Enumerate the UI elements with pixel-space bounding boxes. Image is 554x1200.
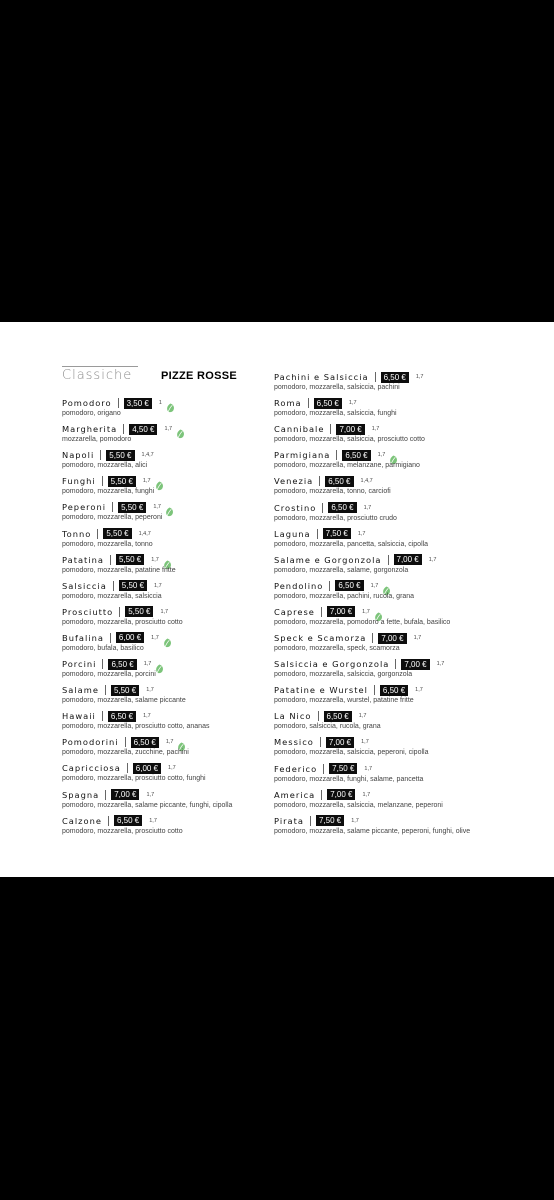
item-ingredients: pomodoro, mozzarella, salame piccante, funghi, cipolla bbox=[62, 801, 233, 809]
separator bbox=[125, 737, 126, 747]
item-ingredients: pomodoro, mozzarella, pancetta, salsiccia, cipolla bbox=[274, 540, 429, 548]
item-name: Pomodorini bbox=[62, 737, 119, 748]
allergen-codes: 1,7 bbox=[370, 582, 379, 589]
header-rule bbox=[62, 366, 138, 367]
page-title: PIZZE ROSSE bbox=[161, 370, 238, 382]
vegetarian-leaf-icon bbox=[163, 633, 172, 643]
item-name: Patatine e Wurstel bbox=[274, 685, 368, 696]
menu-item bbox=[62, 658, 164, 678]
menu-item bbox=[274, 580, 414, 600]
item-name: Salsiccia bbox=[62, 580, 107, 591]
item-ingredients: pomodoro, mozzarella, patatine fritte bbox=[62, 566, 176, 574]
separator bbox=[123, 424, 124, 434]
menu-item bbox=[62, 789, 232, 809]
item-ingredients: pomodoro, mozzarella, zucchine, pachini bbox=[62, 749, 189, 757]
item-ingredients: pomodoro, mozzarella, salame piccante bbox=[62, 697, 186, 705]
separator bbox=[97, 529, 98, 539]
separator bbox=[112, 502, 113, 512]
separator bbox=[110, 633, 111, 643]
price-tag: 5,50 € bbox=[111, 685, 139, 696]
menu-item bbox=[274, 554, 436, 574]
item-ingredients: pomodoro, mozzarella, pachini, rucola, grana bbox=[274, 592, 415, 600]
item-name: Crostino bbox=[274, 502, 317, 513]
item-name: Porcini bbox=[62, 659, 97, 669]
item-name: Laguna bbox=[274, 528, 311, 539]
item-ingredients: pomodoro, bufala, basilico bbox=[62, 644, 144, 652]
separator bbox=[388, 555, 389, 565]
allergen-codes: 1,7 bbox=[348, 400, 357, 407]
allergen-codes: 1,7 bbox=[153, 504, 161, 511]
separator bbox=[323, 764, 324, 774]
price-tag: 5,50 € bbox=[116, 554, 144, 565]
allergen-codes: 1,7 bbox=[371, 426, 380, 433]
separator bbox=[118, 398, 119, 408]
price-tag: 5,50 € bbox=[118, 502, 146, 513]
item-ingredients: pomodoro, mozzarella, funghi bbox=[62, 488, 155, 496]
allergen-codes: 1,7 bbox=[363, 504, 372, 511]
price-tag: 7,50 € bbox=[316, 815, 344, 826]
price-tag: 7,00 € bbox=[394, 554, 422, 565]
item-ingredients: pomodoro, mozzarella, funghi, salame, pancetta bbox=[274, 775, 424, 783]
vegetarian-leaf-icon bbox=[165, 502, 174, 512]
item-ingredients: pomodoro, mozzarella, salsiccia, melanzane, peperoni bbox=[274, 801, 443, 809]
price-tag: 7,00 € bbox=[401, 659, 429, 670]
allergen-codes: 1,7 bbox=[154, 582, 162, 589]
item-ingredients: pomodoro, mozzarella, salsiccia, prosciutto cotto bbox=[274, 436, 425, 444]
item-ingredients: pomodoro, mozzarella, salame, gorgonzola bbox=[274, 566, 409, 574]
price-tag: 7,00 € bbox=[111, 789, 139, 800]
item-name: America bbox=[274, 789, 316, 800]
allergen-codes: 1,7 bbox=[357, 530, 366, 537]
menu-item bbox=[62, 580, 162, 600]
menu-item bbox=[62, 815, 183, 835]
allergen-codes: 1,7 bbox=[143, 713, 151, 720]
vegetarian-leaf-icon bbox=[155, 476, 164, 486]
price-tag: 4,50 € bbox=[129, 424, 157, 435]
menu-item bbox=[62, 501, 174, 521]
item-name: Pendolino bbox=[274, 580, 324, 591]
price-tag: 7,00 € bbox=[327, 606, 355, 617]
vegetarian-leaf-icon bbox=[155, 659, 164, 669]
separator bbox=[321, 607, 322, 617]
vegetarian-leaf-icon bbox=[176, 424, 185, 434]
allergen-codes: 1,4,7 bbox=[138, 530, 151, 537]
separator bbox=[119, 607, 120, 617]
menu-item bbox=[274, 789, 443, 809]
price-tag: 7,50 € bbox=[323, 528, 351, 539]
menu-item bbox=[274, 528, 428, 548]
menu-item bbox=[274, 632, 421, 652]
allergen-codes: 1,7 bbox=[413, 635, 422, 641]
item-name: Prosciutto bbox=[62, 606, 114, 617]
item-name: Federico bbox=[274, 763, 318, 774]
separator bbox=[374, 685, 375, 695]
allergen-codes: 1,7 bbox=[165, 739, 174, 746]
item-ingredients: pomodoro, mozzarella, prosciutto cotto bbox=[62, 618, 183, 626]
menu-item bbox=[62, 475, 164, 495]
allergen-codes: 1,7 bbox=[143, 661, 152, 667]
allergen-codes: 1,7 bbox=[142, 478, 151, 485]
menu-page bbox=[0, 322, 554, 877]
separator bbox=[372, 633, 373, 643]
price-tag: 6,50 € bbox=[342, 450, 370, 461]
price-tag: 5,50 € bbox=[106, 450, 134, 461]
item-ingredients: pomodoro, mozzarella, tonno bbox=[62, 540, 153, 548]
item-name: Spagna bbox=[62, 789, 100, 800]
menu-item bbox=[274, 397, 397, 417]
vegetarian-leaf-icon bbox=[374, 607, 383, 617]
allergen-codes: 1,7 bbox=[146, 687, 154, 694]
separator bbox=[105, 790, 106, 800]
separator bbox=[110, 555, 111, 565]
item-name: Capricciosa bbox=[62, 763, 121, 774]
item-name: Calzone bbox=[62, 815, 102, 826]
item-name: Napoli bbox=[62, 450, 95, 461]
price-tag: 6,50 € bbox=[335, 580, 363, 591]
allergen-codes: 1,7 bbox=[146, 791, 155, 798]
separator bbox=[336, 450, 337, 460]
price-tag: 6,50 € bbox=[108, 659, 136, 670]
allergen-codes: 1,7 bbox=[377, 452, 386, 459]
separator bbox=[322, 503, 323, 513]
item-name: Margherita bbox=[62, 424, 118, 435]
price-tag: 5,50 € bbox=[125, 606, 153, 617]
allergen-codes: 1,7 bbox=[415, 687, 423, 694]
price-tag: 6,00 € bbox=[133, 763, 161, 774]
allergen-codes: 1,7 bbox=[436, 661, 445, 668]
price-tag: 7,00 € bbox=[336, 424, 364, 435]
item-name: Funghi bbox=[62, 476, 96, 487]
separator bbox=[319, 476, 320, 486]
section-label: Classiche bbox=[62, 368, 133, 383]
price-tag: 5,50 € bbox=[119, 580, 147, 591]
separator bbox=[318, 711, 319, 721]
price-tag: 5,50 € bbox=[103, 528, 131, 539]
item-name: La Nico bbox=[274, 711, 312, 722]
item-ingredients: pomodoro, origano bbox=[62, 410, 121, 417]
allergen-codes: 1,7 bbox=[362, 608, 370, 615]
separator bbox=[395, 659, 396, 669]
separator bbox=[102, 476, 103, 486]
item-name: Messico bbox=[274, 737, 314, 748]
allergen-codes: 1,7 bbox=[168, 765, 176, 772]
price-tag: 6,50 € bbox=[380, 685, 408, 696]
item-name: Venezia bbox=[274, 476, 314, 487]
separator bbox=[330, 424, 331, 434]
price-tag: 6,50 € bbox=[314, 398, 342, 409]
menu-item bbox=[62, 736, 189, 756]
menu-item bbox=[62, 423, 185, 443]
allergen-codes: 1,7 bbox=[364, 765, 373, 772]
menu-item bbox=[274, 815, 470, 835]
item-ingredients: pomodoro, mozzarella, tonno, carciofi bbox=[274, 488, 391, 496]
separator bbox=[102, 659, 103, 669]
item-ingredients: pomodoro, mozzarella, salsiccia, gorgonzola bbox=[274, 671, 413, 679]
item-ingredients: pomodoro, mozzarella, prosciutto cotto, funghi bbox=[62, 775, 206, 783]
separator bbox=[321, 790, 322, 800]
item-ingredients: pomodoro, mozzarella, salame piccante, peperoni, funghi, olive bbox=[274, 827, 471, 835]
separator bbox=[308, 398, 309, 408]
separator bbox=[105, 685, 106, 695]
menu-item bbox=[62, 684, 186, 704]
allergen-codes: 1,4,7 bbox=[141, 452, 154, 459]
item-ingredients: pomodoro, mozzarella, wurstel, patatine fritte bbox=[274, 697, 414, 705]
allergen-codes: 1,7 bbox=[149, 817, 157, 824]
item-name: Salame bbox=[62, 685, 99, 696]
allergen-codes: 1,7 bbox=[358, 713, 367, 720]
separator bbox=[113, 581, 114, 591]
item-ingredients: pomodoro, mozzarella, salsiccia, funghi bbox=[274, 410, 397, 418]
price-tag: 6,50 € bbox=[381, 372, 409, 383]
menu-item bbox=[274, 658, 444, 678]
item-name: Salsiccia e Gorgonzola bbox=[274, 659, 390, 670]
item-name: Tonno bbox=[62, 528, 92, 539]
vegetarian-leaf-icon bbox=[166, 398, 175, 408]
item-ingredients: pomodoro, mozzarella, pomodoro a fette, bufala, basilico bbox=[274, 618, 451, 626]
item-ingredients: pomodoro, mozzarella, salsiccia bbox=[62, 592, 162, 600]
menu-item bbox=[274, 371, 424, 391]
menu-item bbox=[62, 710, 209, 730]
price-tag: 6,50 € bbox=[324, 711, 352, 722]
vegetarian-leaf-icon bbox=[163, 555, 172, 565]
vegetarian-leaf-icon bbox=[389, 450, 398, 460]
price-tag: 5,50 € bbox=[108, 476, 136, 487]
separator bbox=[317, 529, 318, 539]
allergen-codes: 1,7 bbox=[160, 608, 169, 615]
item-ingredients: pomodoro, mozzarella, salsiccia, peperoni, cipolla bbox=[274, 749, 429, 757]
allergen-codes: 1,7 bbox=[351, 817, 359, 824]
item-name: Peperoni bbox=[62, 502, 107, 513]
item-name: Pomodoro bbox=[62, 398, 112, 408]
price-tag: 7,00 € bbox=[326, 737, 354, 748]
separator bbox=[102, 711, 103, 721]
separator bbox=[100, 450, 101, 460]
price-tag: 7,00 € bbox=[327, 789, 355, 800]
menu-item bbox=[274, 449, 420, 469]
item-name: Pachini e Salsiccia bbox=[274, 372, 369, 382]
allergen-codes: 1,7 bbox=[415, 374, 424, 380]
item-name: Roma bbox=[274, 398, 302, 409]
menu-item bbox=[274, 475, 391, 495]
item-name: Bufalina bbox=[62, 632, 104, 643]
menu-item bbox=[62, 528, 153, 548]
item-name: Parmigiana bbox=[274, 450, 331, 461]
allergen-codes: 1,7 bbox=[164, 426, 173, 433]
item-ingredients: pomodoro, mozzarella, peperoni bbox=[62, 514, 163, 522]
item-ingredients: pomodoro, mozzarella, salsiccia, pachini bbox=[274, 384, 400, 391]
item-ingredients: pomodoro, mozzarella, prosciutto cotto, ananas bbox=[62, 723, 210, 731]
item-ingredients: pomodoro, mozzarella, prosciutto cotto bbox=[62, 827, 183, 835]
menu-item bbox=[62, 554, 176, 574]
menu-item bbox=[62, 397, 175, 417]
item-name: Caprese bbox=[274, 606, 315, 617]
separator bbox=[329, 581, 330, 591]
menu-item bbox=[62, 449, 154, 469]
item-ingredients: pomodoro, mozzarella, porcini bbox=[62, 671, 156, 678]
allergen-codes: 1,7 bbox=[151, 634, 159, 641]
menu-item bbox=[274, 736, 428, 756]
price-tag: 7,00 € bbox=[378, 633, 406, 644]
menu-item bbox=[274, 423, 425, 443]
price-tag: 6,50 € bbox=[131, 737, 159, 748]
allergen-codes: 1 bbox=[158, 400, 162, 406]
menu-item bbox=[62, 762, 206, 782]
price-tag: 6,50 € bbox=[108, 711, 136, 722]
allergen-codes: 1,7 bbox=[362, 791, 371, 798]
separator bbox=[310, 816, 311, 826]
allergen-codes: 1,7 bbox=[361, 739, 369, 746]
item-ingredients: pomodoro, mozzarella, prosciutto crudo bbox=[274, 514, 397, 522]
menu-item bbox=[274, 502, 397, 522]
price-tag: 6,50 € bbox=[325, 476, 353, 487]
price-tag: 3,50 € bbox=[124, 398, 152, 409]
price-tag: 7,50 € bbox=[329, 763, 357, 774]
item-ingredients: pomodoro, mozzarella, speck, scamorza bbox=[274, 645, 400, 652]
price-tag: 6,00 € bbox=[116, 632, 144, 643]
menu-item bbox=[62, 606, 183, 626]
item-name: Salame e Gorgonzola bbox=[274, 554, 382, 565]
menu-item bbox=[274, 684, 423, 704]
item-ingredients: pomodoro, salsiccia, rucola, grana bbox=[274, 723, 381, 731]
item-name: Cannibale bbox=[274, 424, 325, 435]
menu-item bbox=[274, 606, 450, 626]
price-tag: 6,50 € bbox=[328, 502, 356, 513]
item-name: Hawaii bbox=[62, 711, 96, 722]
item-name: Speck e Scamorza bbox=[274, 633, 367, 643]
allergen-codes: 1,4,7 bbox=[360, 478, 373, 485]
item-ingredients: pomodoro, mozzarella, melanzane, parmigiano bbox=[274, 462, 420, 470]
separator bbox=[127, 763, 128, 773]
item-ingredients: mozzarella, pomodoro bbox=[62, 436, 132, 444]
menu-item bbox=[274, 710, 381, 730]
item-name: Pirata bbox=[274, 815, 304, 826]
vegetarian-leaf-icon bbox=[177, 737, 186, 747]
separator bbox=[375, 372, 376, 382]
allergen-codes: 1,7 bbox=[151, 556, 159, 563]
separator bbox=[320, 737, 321, 747]
allergen-codes: 1,7 bbox=[428, 556, 437, 563]
vegetarian-leaf-icon bbox=[382, 581, 391, 591]
price-tag: 6,50 € bbox=[114, 815, 142, 826]
menu-item bbox=[62, 632, 172, 652]
separator bbox=[108, 816, 109, 826]
menu-item bbox=[274, 763, 423, 783]
item-ingredients: pomodoro, mozzarella, alici bbox=[62, 462, 148, 470]
item-name: Patatina bbox=[62, 554, 104, 565]
